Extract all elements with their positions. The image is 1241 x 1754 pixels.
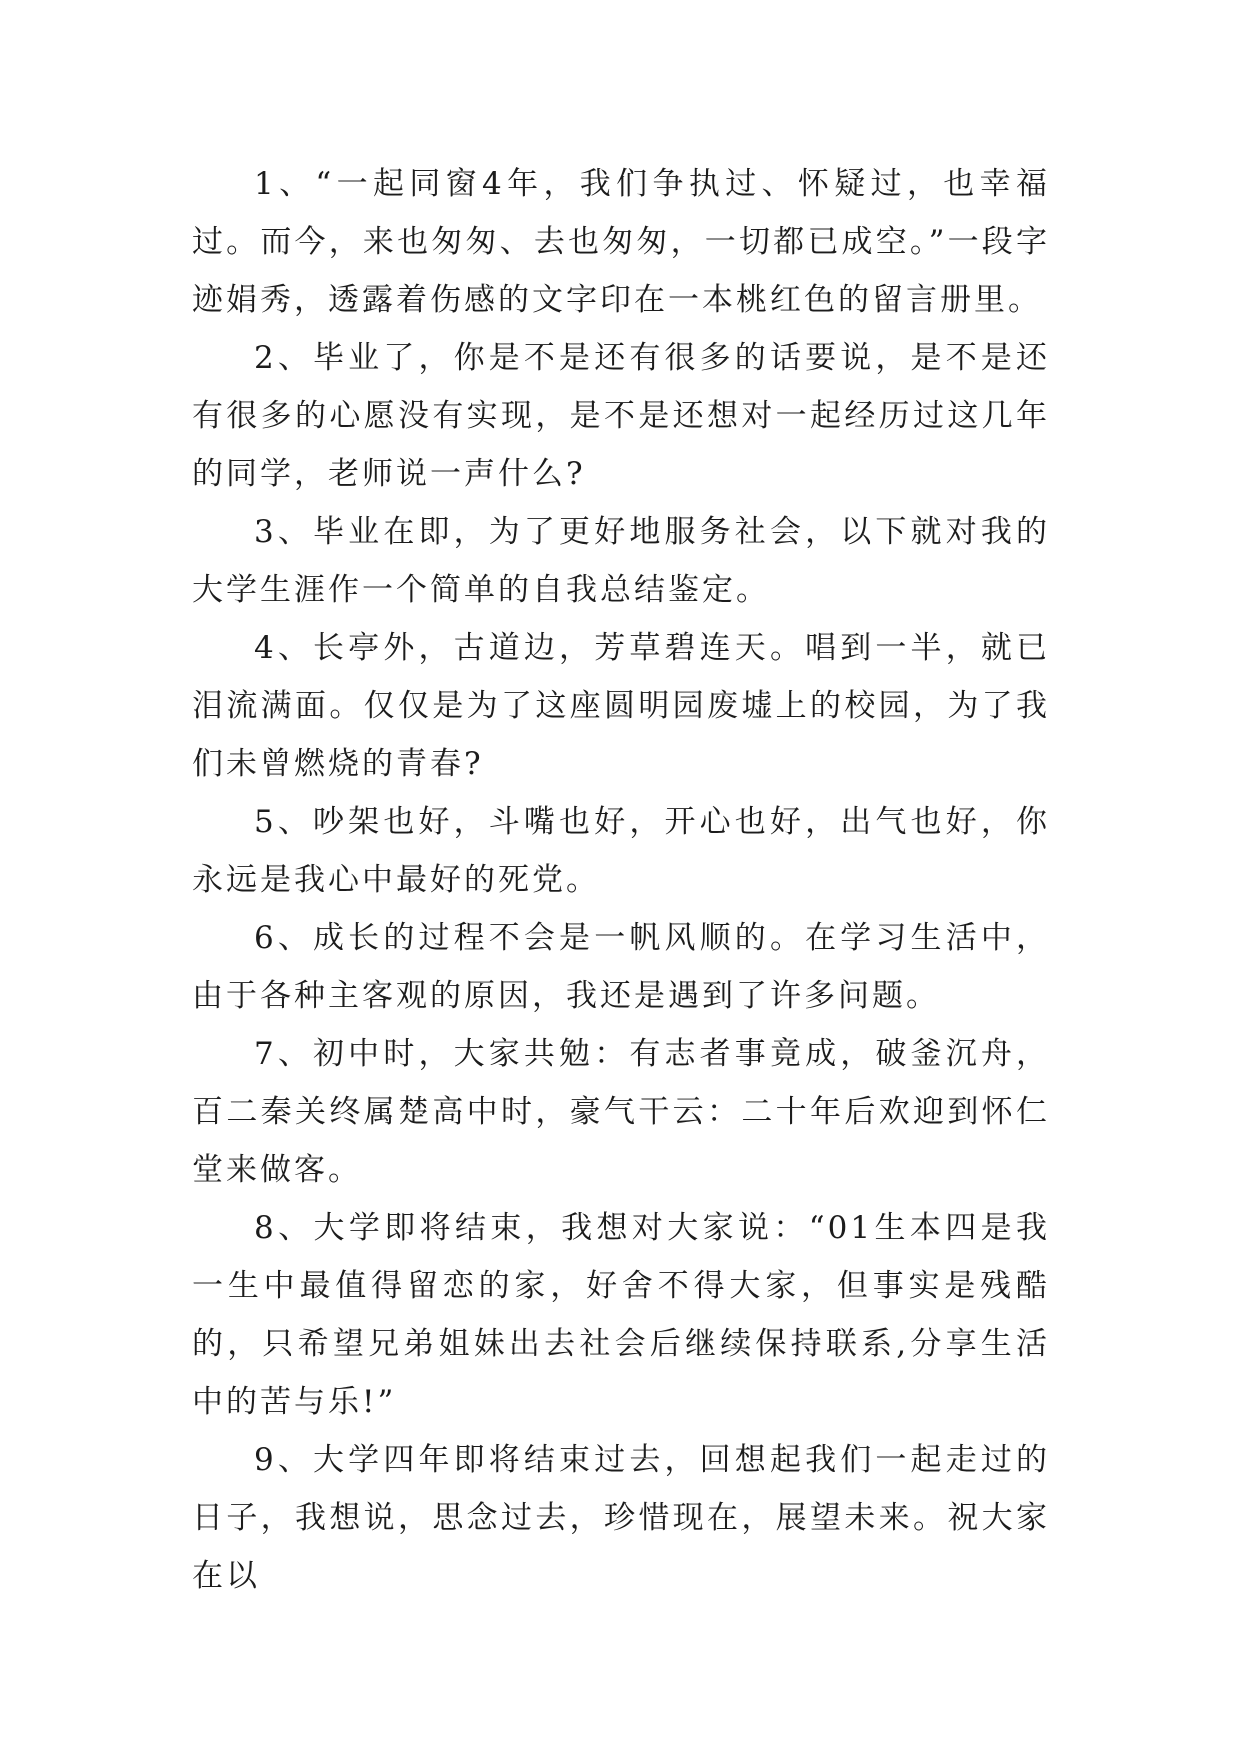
document-body xyxy=(192,155,1050,1605)
paragraph-3: 3、毕业在即，为了更好地服务社会，以下就对我的大学生涯作一个简单的自我总结鉴定。 xyxy=(192,514,1050,608)
paragraph-7: 7、初中时，大家共勉：有志者事竟成，破釜沉舟，百二秦关终属楚高中时，豪气干云：二十年后欢迎到怀仁堂来做客。 xyxy=(192,1036,1050,1188)
paragraph-4: 4、长亭外，古道边，芳草碧连天。唱到一半，就已泪流满面。仅仅是为了这座圆明园废墟上的校园，为了我们未曾燃烧的青春? xyxy=(192,630,1050,782)
paragraph-1: 1、“一起同窗4年，我们争执过、怀疑过，也幸福过。而今，来也匆匆、去也匆匆，一切都已成空。”一段字迹娟秀，透露着伤感的文字印在一本桃红色的留言册里。 xyxy=(192,166,1050,318)
paragraph-5: 5、吵架也好，斗嘴也好，开心也好，出气也好，你永远是我心中最好的死党。 xyxy=(192,804,1050,898)
paragraph-8: 8、大学即将结束，我想对大家说：“01生本四是我一生中最值得留恋的家，好舍不得大家，但事实是残酷的，只希望兄弟姐妹出去社会后继续保持联系,分享生活中的苦与乐!” xyxy=(192,1210,1050,1420)
paragraph-2: 2、毕业了，你是不是还有很多的话要说，是不是还有很多的心愿没有实现，是不是还想对一起经历过这几年的同学，老师说一声什么? xyxy=(192,340,1050,492)
paragraph-9: 9、大学四年即将结束过去，回想起我们一起走过的日子，我想说，思念过去，珍惜现在，展望未来。祝大家在以 xyxy=(192,1442,1050,1594)
paragraph-6: 6、成长的过程不会是一帆风顺的。在学习生活中，由于各种主客观的原因，我还是遇到了许多问题。 xyxy=(192,920,1050,1014)
